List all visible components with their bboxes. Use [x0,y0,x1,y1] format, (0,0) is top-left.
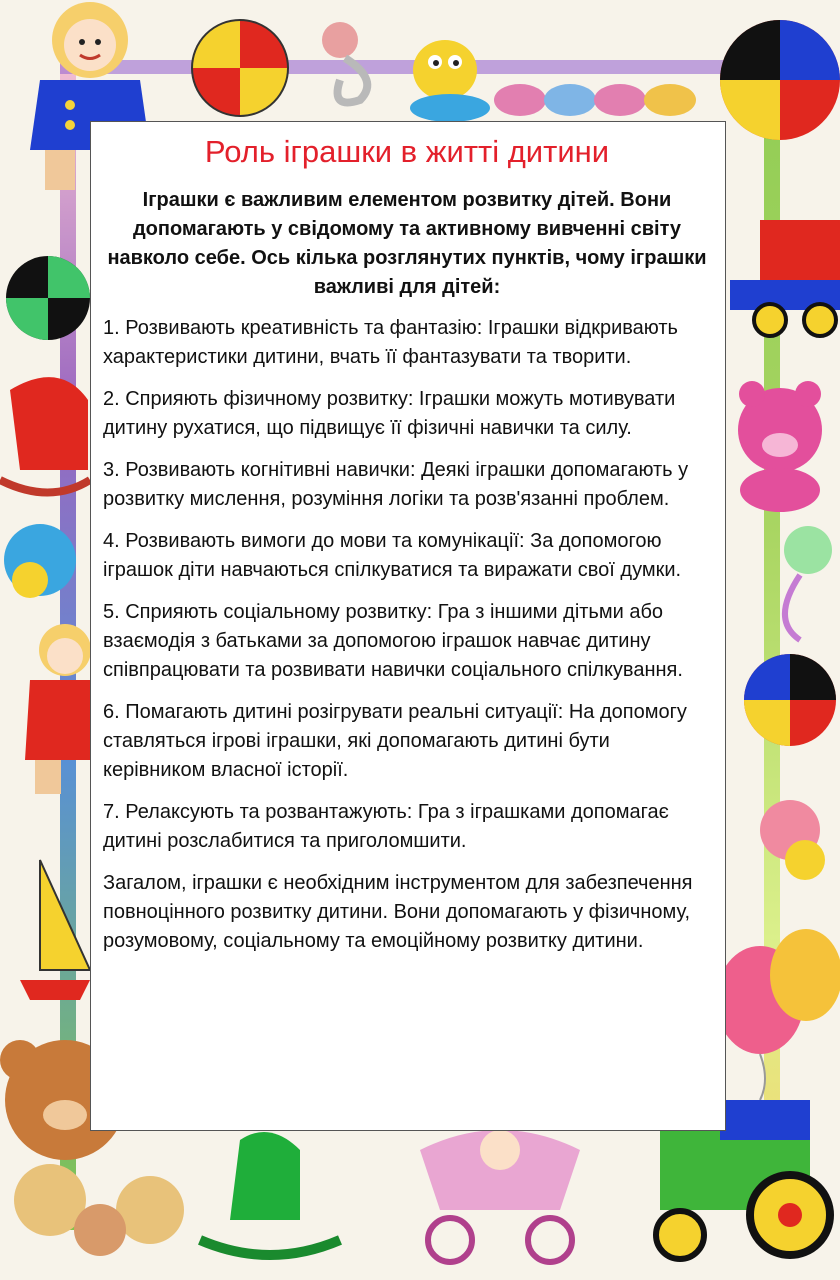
point-2: 2. Сприяють фізичному розвитку: Іграшки можуть мотивувати дитину рухатися, що підвищує її фізичні навички та силу. [103,388,676,439]
ball-top-right-icon [720,20,840,140]
point-4: 4. Розвивають вимоги до мови та комунікації: За допомогою іграшок діти навчаються спілкуватися та виражати свої думки. [103,530,682,581]
intro-paragraph: Іграшки є важливим елементом розвитку дітей. Вони допомагають у свідомому та активному вивченні світу навколо себе. Ось кілька розглянутих пунктів, чому іграшки важливі для дітей: [107,189,707,298]
info-card [90,121,726,1131]
beach-ball-icon [192,20,288,116]
point-5: 5. Сприяють соціальному розвитку: Гра з іншими дітьми або взаємодія з батьками за допомогою іграшок навчає дитину співпрацювати та розвивати навички соціального спілкування. [103,601,683,681]
point-1: 1. Розвивають креативність та фантазію: Іграшки відкривають характеристики дитини, вчать її фантазувати та творити. [103,317,678,368]
green-ball-icon [6,256,90,340]
conclusion-paragraph: Загалом, іграшки є необхідним інструментом для забезпечення повноцінного розвитку дитини. Вони допомагають у фізичному, розумовому, соціальному та емоційному розвитку дитини. [103,872,693,952]
point-3: 3. Розвивають когнітивні навички: Деякі іграшки допомагають у розвитку мислення, розуміння логіки та розв'язанні проблем. [103,459,689,510]
pink-bear-icon [738,381,822,512]
point-7: 7. Релаксують та розвантажують: Гра з іграшками допомагає дитині розслабитися та приголомшити. [103,801,669,852]
page-title: Роль іграшки в житті дитини [204,134,610,169]
ball-right-icon [744,654,836,746]
point-6: 6. Помагають дитині розігрувати реальні ситуації: На допомогу ставляться ігрові іграшки, які допомагають дитині бути керівником власної історії. [103,701,687,781]
